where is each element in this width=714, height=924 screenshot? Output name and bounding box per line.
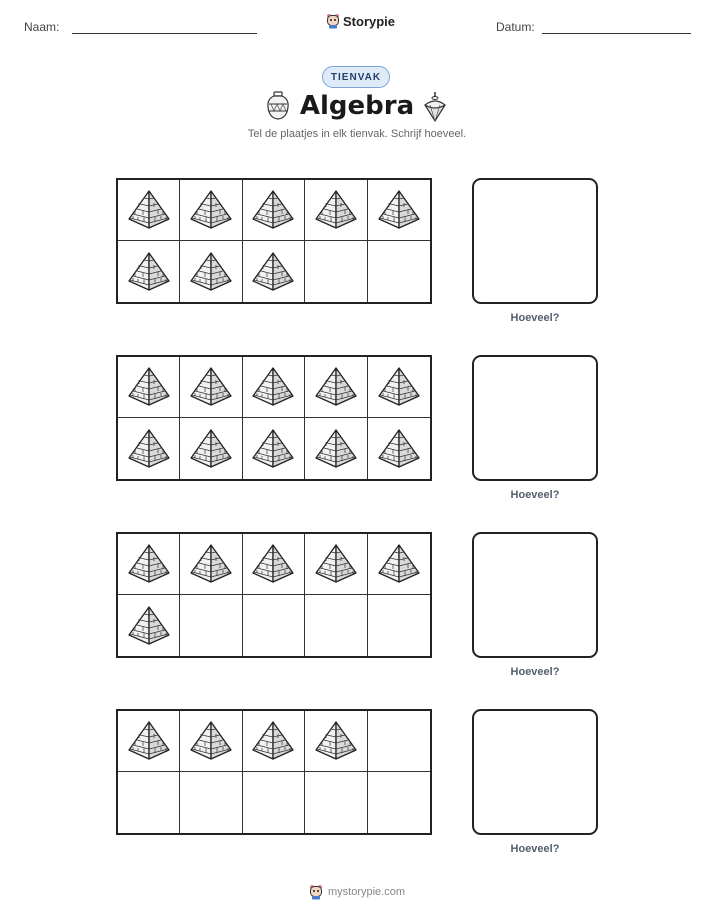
ten-frame-cell: [368, 772, 430, 833]
pyramid-icon: [249, 365, 297, 409]
ten-frame-cell: [305, 772, 367, 833]
ten-frame-cell: [305, 595, 367, 656]
ten-frame-cell: [305, 534, 367, 595]
ten-frame-cell: [368, 711, 430, 772]
ten-frame-cell: [118, 711, 180, 772]
pyramid-icon: [187, 542, 235, 586]
pyramid-icon: [249, 250, 297, 294]
pyramid-icon: [375, 542, 423, 586]
ten-frame-cell: [305, 241, 367, 302]
pyramid-icon: [125, 250, 173, 294]
ten-frame-cell: [368, 180, 430, 241]
ten-frame-cell: [305, 357, 367, 418]
page-title: Algebra: [299, 91, 415, 121]
name-line[interactable]: [72, 33, 257, 34]
footer: [308, 884, 405, 900]
ten-frame-cell: [118, 595, 180, 656]
pyramid-icon: [312, 365, 360, 409]
topic-badge: TIENVAK: [322, 66, 390, 88]
storypie-mascot-icon: [326, 13, 340, 29]
pyramid-icon: [125, 542, 173, 586]
ten-frame-cell: [243, 241, 305, 302]
answer-label: Hoeveel?: [510, 312, 560, 324]
answer-box[interactable]: [472, 532, 598, 658]
ten-frame-cell: [180, 772, 242, 833]
pyramid-icon: [249, 188, 297, 232]
answer-box[interactable]: [472, 355, 598, 481]
instructions: Tel de plaatjes in elk tienvak. Schrijf hoeveel.: [247, 128, 467, 140]
ten-frame-cell: [118, 418, 180, 479]
pyramid-icon: [312, 719, 360, 763]
pyramid-icon: [312, 427, 360, 471]
ten-frame-cell: [118, 357, 180, 418]
date-line[interactable]: [542, 33, 691, 34]
date-label: Datum:: [496, 20, 535, 34]
ten-frame-cell: [180, 711, 242, 772]
pyramid-icon: [125, 188, 173, 232]
name-label: Naam:: [24, 20, 60, 34]
ten-frame-cell: [243, 534, 305, 595]
pyramid-icon: [187, 365, 235, 409]
pyramid-icon: [312, 542, 360, 586]
ten-frame-cell: [118, 241, 180, 302]
pyramid-icon: [187, 188, 235, 232]
spinning-top-icon: [422, 91, 448, 123]
ten-frame-cell: [180, 357, 242, 418]
answer-label: Hoeveel?: [510, 843, 560, 855]
ten-frame-cell: [118, 534, 180, 595]
pyramid-icon: [249, 719, 297, 763]
pyramid-icon: [312, 188, 360, 232]
ten-frame-cell: [243, 711, 305, 772]
ten-frame-cell: [368, 357, 430, 418]
ten-frame: [116, 178, 432, 304]
ten-frame-cell: [368, 595, 430, 656]
ten-frame-cell: [305, 711, 367, 772]
pyramid-icon: [187, 250, 235, 294]
answer-label: Hoeveel?: [510, 489, 560, 501]
pyramid-icon: [187, 427, 235, 471]
ten-frame-cell: [118, 772, 180, 833]
ten-frame: [116, 355, 432, 481]
pyramid-icon: [375, 188, 423, 232]
ten-frame-cell: [368, 534, 430, 595]
ten-frame-cell: [305, 180, 367, 241]
answer-label: Hoeveel?: [510, 666, 560, 678]
pyramid-icon: [125, 427, 173, 471]
ten-frame-cell: [180, 534, 242, 595]
pyramid-icon: [125, 719, 173, 763]
ten-frame-cell: [243, 357, 305, 418]
pyramid-icon: [249, 427, 297, 471]
ten-frame-cell: [305, 418, 367, 479]
storypie-mascot-icon: [308, 884, 324, 900]
ten-frame-cell: [180, 418, 242, 479]
pyramid-icon: [375, 365, 423, 409]
footer-url: mystorypie.com: [328, 886, 406, 898]
ten-frame-cell: [180, 180, 242, 241]
answer-box[interactable]: [472, 709, 598, 835]
pyramid-icon: [125, 365, 173, 409]
ten-frame-cell: [368, 418, 430, 479]
ten-frame: [116, 532, 432, 658]
ten-frame-cell: [243, 418, 305, 479]
pyramid-icon: [375, 427, 423, 471]
ten-frame-cell: [368, 241, 430, 302]
ten-frame-cell: [180, 241, 242, 302]
brand-name: Storypie: [343, 13, 396, 29]
pyramid-icon: [187, 719, 235, 763]
brand-logo: [326, 13, 395, 29]
ten-frame-cell: [243, 180, 305, 241]
pyramid-icon: [125, 604, 173, 648]
ten-frame-cell: [243, 595, 305, 656]
pyramid-icon: [249, 542, 297, 586]
ten-frame-cell: [243, 772, 305, 833]
ten-frame-cell: [180, 595, 242, 656]
answer-box[interactable]: [472, 178, 598, 304]
ten-frame: [116, 709, 432, 835]
ten-frame-cell: [118, 180, 180, 241]
